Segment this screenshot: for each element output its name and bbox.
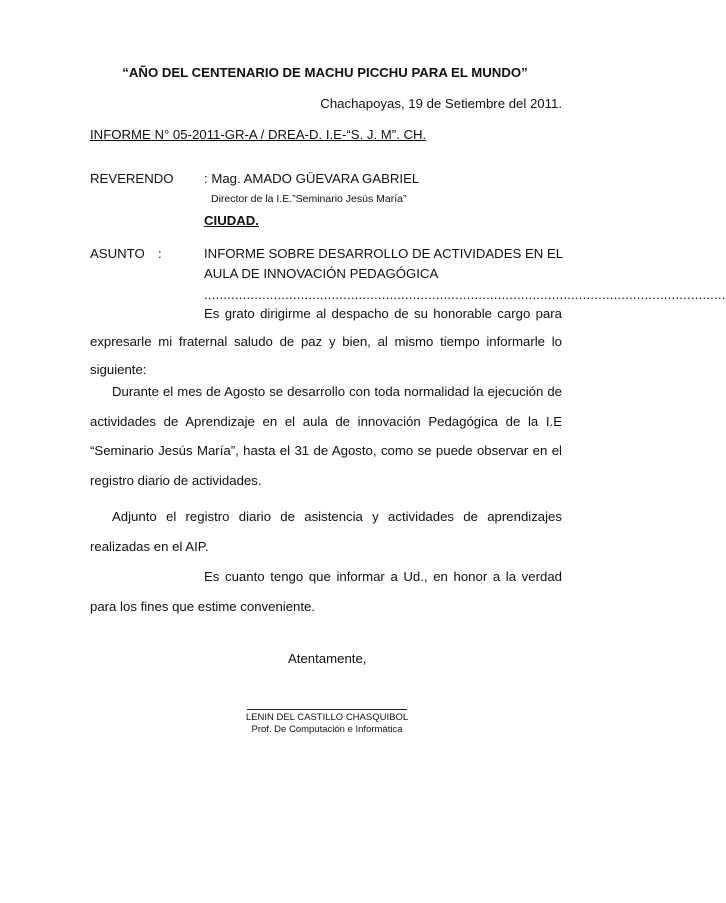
recipient-label: REVERENDO <box>90 171 174 186</box>
recipient-name: : Mag. AMADO GÜEVARA GABRIEL <box>204 171 420 186</box>
signer-name: LENIN DEL CASTILLO CHASQUIBOL <box>245 712 409 723</box>
year-title: “AÑO DEL CENTENARIO DE MACHU PICCHU PARA EL MUNDO” <box>122 65 528 80</box>
closing-salutation: Atentamente, <box>288 651 367 666</box>
subject-label: ASUNTO <box>90 246 145 261</box>
signer-role: Prof. De Computación e Informática <box>251 724 403 735</box>
subject-line-1: INFORME SOBRE DESARROLLO DE ACTIVIDADES EN EL <box>204 246 564 261</box>
subject-line-2: AULA DE INNOVACIÓN PEDAGÓGICA <box>204 266 439 281</box>
paragraph-greeting <box>90 300 562 384</box>
report-reference: INFORME N° 05-2011-GR-A / DREA-D. I.E-“S. J. M”. CH. <box>90 127 427 142</box>
paragraph-closing-remark <box>90 562 562 621</box>
paragraph-august-activities: Durante el mes de Agosto se desarrollo con toda normalidad la ejecución de actividades de Aprendizaje en el aula de innovación Pedagógica de la I.E “Seminario Jesús María”, hasta el 31 de Agosto, como se puede observar en el registro diario de actividades. <box>90 384 562 488</box>
greeting-first-line: Es grato dirigirme al despacho de su honorable cargo para <box>204 306 562 321</box>
subject-dotted-rule: ....................................................................................................................................... <box>204 287 726 302</box>
paragraph-attachment: Adjunto el registro diario de asistencia y actividades de aprendizajes realizadas en el AIP. <box>90 509 562 554</box>
place-date: Chachapoyas, 19 de Setiembre del 2011. <box>320 96 562 111</box>
signature-line <box>247 709 407 710</box>
closing-remark-rest: para los fines que estime conveniente. <box>90 598 316 614</box>
recipient-city: CIUDAD. <box>204 213 259 228</box>
subject-colon: : <box>158 246 162 261</box>
closing-remark-first-line: Es cuanto tengo que informar a Ud., en honor a la verdad <box>204 569 562 584</box>
greeting-rest: expresarle mi fraternal saludo de paz y bien, al mismo tiempo informarle lo siguiente: <box>90 334 562 377</box>
recipient-position: Director de la I.E.”Seminario Jesús María” <box>211 193 407 205</box>
